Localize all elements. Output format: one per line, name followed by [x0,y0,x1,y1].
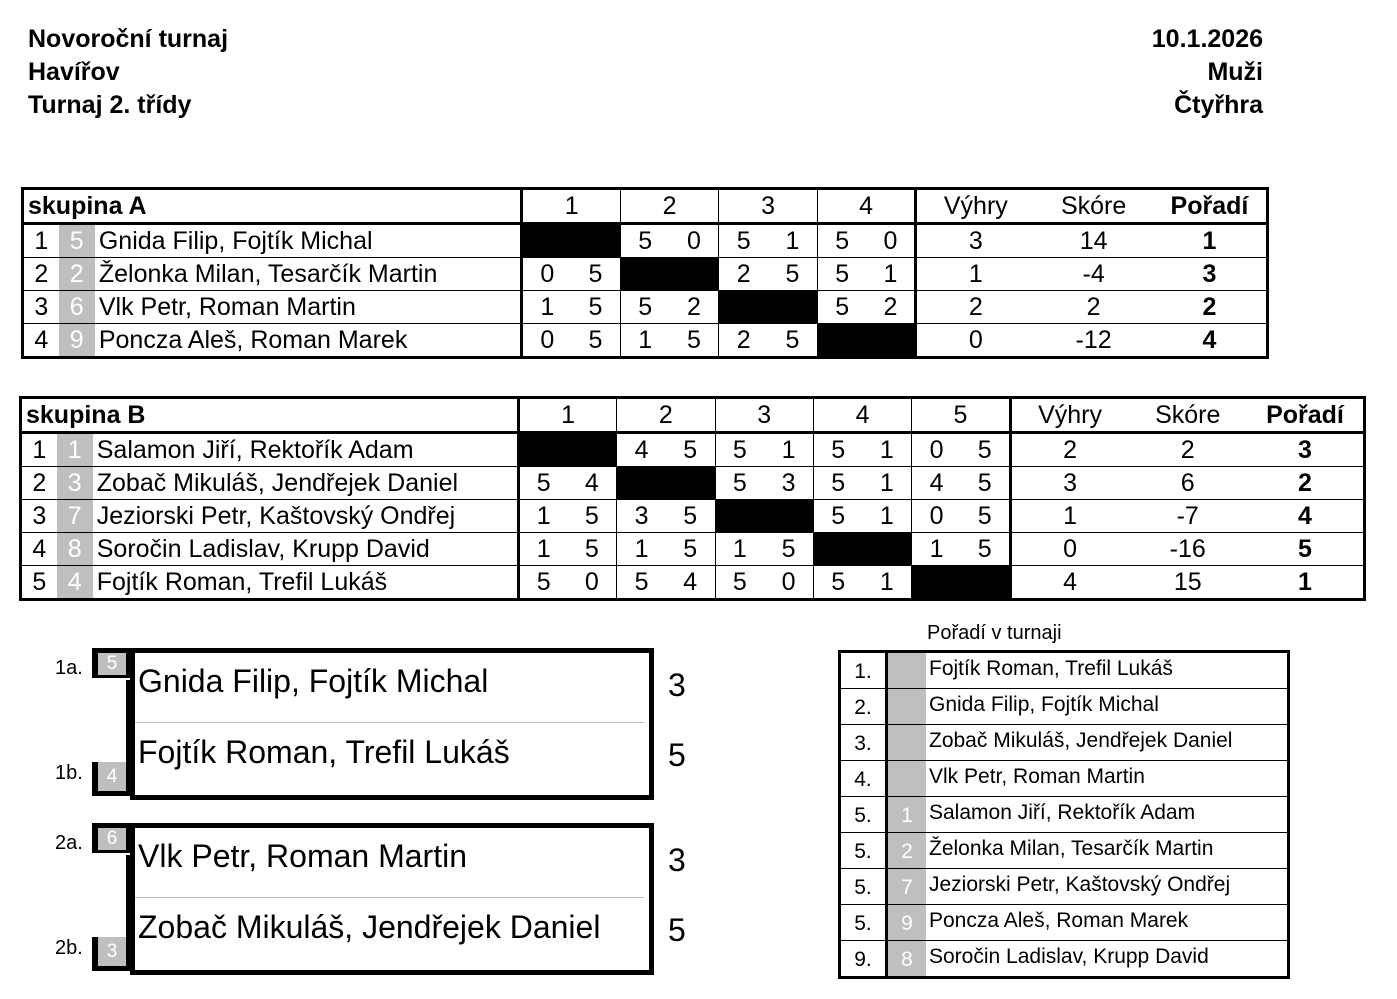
set-score: 5 [588,293,603,321]
set-score: 1 [912,533,961,566]
ranking-row [841,761,1287,797]
player-pair-name: Salamon Jiří, Rektořík Adam [96,436,414,464]
score-value: -4 [1082,260,1105,288]
tournament-class: Turnaj 2. třídy [28,91,192,119]
seed-badge: 9 [888,905,926,940]
table-row [23,224,1268,258]
rank-header: Pořadí [1266,401,1344,429]
seed-badge: 4 [98,762,126,791]
ranking-name: Fojtík Roman, Trefil Lukáš [929,657,1173,680]
blocked-cell [912,566,1010,600]
player-pair-name: Soročin Ladislav, Krupp David [96,535,430,563]
seed-badge: 9 [59,324,95,358]
ranking-place: 3. [841,725,888,760]
score-value: -12 [1075,326,1112,354]
set-score: 5 [715,566,764,600]
match-1-top-label: 1a. [55,657,83,679]
tournament-city: Havířov [28,58,120,86]
ranking-row [841,869,1287,905]
ranking-name: Vlk Petr, Roman Martin [929,765,1145,788]
blocked-cell [817,324,915,358]
player-pair-name: Poncza Aleš, Roman Marek [98,326,408,354]
set-score: 5 [683,436,698,464]
blocked-cell [620,258,718,291]
set-score: 5 [817,291,866,324]
group-title: skupina B [26,401,146,429]
group-title: skupina A [28,192,147,220]
seed-badge: 1 [57,433,93,467]
column-header: 1 [518,398,616,433]
player-pair-name: Gnida Filip, Fojtík Michal [98,227,373,255]
set-score: 4 [683,568,698,596]
ranking-name: Poncza Aleš, Roman Marek [929,909,1189,932]
seed-badge: 5 [59,224,95,258]
row-number: 2 [32,469,47,497]
header-left [28,23,228,122]
ranking-name: Zobač Mikuláš, Jendřejek Daniel [929,729,1233,752]
rank-value: 5 [1298,535,1312,563]
set-score: 2 [719,324,768,358]
set-score: 0 [912,500,961,533]
set-score: 5 [588,260,603,288]
rank-value: 2 [1298,469,1312,497]
match-player-top: Gnida Filip, Fojtík Michal [138,663,489,699]
match-1-bottom-label: 1b. [55,762,83,784]
ranking-row [841,689,1287,725]
set-score: 1 [879,469,894,497]
set-score: 1 [715,533,764,566]
ranking-place: 9. [841,941,888,976]
set-score: 0 [522,324,571,358]
seed-badge: 7 [888,869,926,904]
set-score: 5 [817,258,866,291]
column-header: 4 [817,189,915,224]
seed-badge: 8 [57,533,93,566]
ranking-place: 2. [841,689,888,724]
table-row [21,566,1365,600]
set-score: 5 [584,535,599,563]
wins-value: 2 [1010,433,1128,467]
column-header: 2 [620,189,718,224]
wins-value: 4 [1010,566,1128,600]
score-value: 2 [1086,293,1101,321]
score-value: 6 [1180,469,1195,497]
set-score: 5 [620,224,669,258]
set-score: 5 [683,535,698,563]
rank-value: 3 [1202,260,1217,288]
set-score: 5 [518,566,567,600]
rank-value: 1 [1202,227,1217,255]
ranking-name: Salamon Jiří, Rektořík Adam [929,801,1196,824]
seed-badge: 6 [59,291,95,324]
group-b-table [19,396,1366,601]
score-value: 15 [1173,568,1202,596]
set-score: 5 [518,467,567,500]
set-score: 1 [879,436,894,464]
set-score: 5 [813,566,862,600]
score-value: 14 [1079,227,1108,255]
blocked-cell [719,291,817,324]
score-header: Skóre [1060,192,1127,220]
set-score: 4 [584,469,599,497]
tournament-category: Muži [1207,58,1263,86]
set-score: 1 [518,533,567,566]
rank-value: 4 [1202,326,1217,354]
column-header: 5 [912,398,1010,433]
set-score: 5 [620,291,669,324]
set-score: 5 [683,502,698,530]
match-2-top-label: 2a. [55,832,83,854]
blocked-cell [617,467,715,500]
row-number: 1 [32,436,47,464]
set-score: 0 [781,568,796,596]
wins-value: 0 [1010,533,1128,566]
blocked-cell [522,224,620,258]
ranking-place: 4. [841,761,888,796]
set-score: 5 [715,433,764,467]
table-row [21,467,1365,500]
row-number: 1 [34,227,49,255]
seed-badge [888,725,926,760]
blocked-cell [813,533,911,566]
set-score: 1 [620,324,669,358]
set-score: 1 [518,500,567,533]
set-score: 3 [617,500,666,533]
set-score: 1 [617,533,666,566]
set-score: 1 [522,291,571,324]
blocked-cell [715,500,813,533]
seed-badge: 2 [888,833,926,868]
set-score: 0 [584,568,599,596]
set-score: 5 [813,500,862,533]
column-header: 2 [617,398,715,433]
match-2-bottom-label: 2b. [55,937,83,959]
set-score: 0 [687,227,701,255]
match-2-bottom-score: 5 [668,912,686,948]
table-row [21,533,1365,566]
match-1 [92,648,650,796]
set-score: 1 [883,260,898,288]
seed-badge: 5 [98,653,126,675]
group-a-table [21,187,1269,359]
ranking-row [841,941,1287,976]
header-right [1000,23,1263,122]
player-pair-name: Želonka Milan, Tesarčík Martin [98,260,438,288]
set-score: 5 [785,326,800,354]
rank-value: 2 [1202,293,1217,321]
set-score: 5 [817,224,866,258]
score-value: -7 [1176,502,1199,530]
set-score: 1 [879,568,894,596]
ranking-row [841,725,1287,761]
ranking-place: 5. [841,869,888,904]
tournament-title: Novoroční turnaj [28,25,229,53]
player-pair-name: Fojtík Roman, Trefil Lukáš [96,568,388,596]
seed-badge: 8 [888,941,926,976]
set-score: 2 [883,293,898,321]
set-score: 4 [912,467,961,500]
set-score: 5 [584,502,599,530]
score-header: Skóre [1155,401,1221,429]
row-number: 2 [34,260,49,288]
table-row [23,324,1268,358]
ranking-place: 5. [841,797,888,832]
column-header: 1 [522,189,620,224]
ranking-row [841,653,1287,689]
set-score: 1 [781,436,796,464]
ranking-place: 5. [841,905,888,940]
set-score: 5 [781,535,796,563]
match-divider [135,722,644,723]
ranking-title: Pořadí v turnaji [927,622,1062,644]
set-score: 5 [687,326,701,354]
match-1-bottom-score: 5 [668,737,686,773]
rank-value: 4 [1298,502,1312,530]
match-2-top-score: 3 [668,842,686,878]
wins-value: 2 [916,291,1035,324]
row-number: 4 [32,535,47,563]
row-number: 5 [32,568,47,596]
player-pair-name: Jeziorski Petr, Kaštovský Ondřej [96,502,456,530]
table-row [23,258,1268,291]
rank-value: 3 [1298,436,1312,464]
row-number: 3 [34,293,49,321]
set-score: 5 [977,469,992,497]
player-pair-name: Vlk Petr, Roman Martin [98,293,356,321]
seed-badge: 7 [57,500,93,533]
ranking-place: 1. [841,653,888,688]
set-score: 0 [522,258,571,291]
wins-value: 3 [1010,467,1128,500]
match-player-top: Vlk Petr, Roman Martin [138,838,467,874]
row-number: 3 [32,502,47,530]
seed-badge [888,653,926,688]
seed-badge: 6 [98,828,126,850]
table-row [21,433,1365,467]
set-score: 2 [687,293,701,321]
match-divider [135,897,644,898]
ranking-row [841,797,1287,833]
set-score: 5 [813,433,862,467]
match-1-top-score: 3 [668,667,686,703]
wins-header: Výhry [916,189,1035,224]
wins-value: 3 [916,224,1035,258]
match-2 [92,823,650,971]
table-row [21,500,1365,533]
seed-badge: 3 [57,467,93,500]
set-score: 5 [977,436,992,464]
ranking-name: Jeziorski Petr, Kaštovský Ondřej [929,873,1231,896]
ranking-name: Želonka Milan, Tesarčík Martin [929,837,1214,860]
match-player-bottom: Fojtík Roman, Trefil Lukáš [138,734,510,770]
score-value: -16 [1169,535,1206,563]
set-score: 5 [977,535,992,563]
seed-badge: 3 [98,937,126,966]
set-score: 5 [588,326,603,354]
wins-value: 1 [916,258,1035,291]
set-score: 3 [781,469,796,497]
match-player-bottom: Zobač Mikuláš, Jendřejek Daniel [138,909,601,945]
score-value: 2 [1180,436,1195,464]
set-score: 0 [912,433,961,467]
wins-header: Výhry [1010,398,1128,433]
seed-badge [888,689,926,724]
seed-badge: 1 [888,797,926,832]
wins-value: 0 [916,324,1035,358]
blocked-cell [518,433,616,467]
set-score: 5 [617,566,666,600]
set-score: 0 [883,227,898,255]
set-score: 5 [813,467,862,500]
table-row [23,291,1268,324]
tournament-discipline: Čtyřhra [1174,91,1263,119]
set-score: 1 [785,227,800,255]
ranking-row [841,905,1287,941]
set-score: 5 [715,467,764,500]
set-score: 5 [977,502,992,530]
ranking-name: Gnida Filip, Fojtík Michal [929,693,1159,716]
ranking-name: Soročin Ladislav, Krupp David [929,945,1209,968]
set-score: 1 [879,502,894,530]
set-score: 4 [617,433,666,467]
ranking-table [838,650,1290,979]
player-pair-name: Zobač Mikuláš, Jendřejek Daniel [96,469,459,497]
seed-badge: 4 [57,566,93,600]
column-header: 4 [813,398,911,433]
column-header: 3 [719,189,817,224]
seed-badge: 2 [59,258,95,291]
ranking-row [841,833,1287,869]
wins-value: 1 [1010,500,1128,533]
set-score: 5 [719,224,768,258]
rank-header: Pořadí [1170,192,1249,220]
set-score: 2 [719,258,768,291]
column-header: 3 [715,398,813,433]
row-number: 4 [34,326,49,354]
rank-value: 1 [1298,568,1312,596]
set-score: 5 [785,260,800,288]
seed-badge [888,761,926,796]
ranking-place: 5. [841,833,888,868]
tournament-date: 10.1.2026 [1151,25,1263,53]
